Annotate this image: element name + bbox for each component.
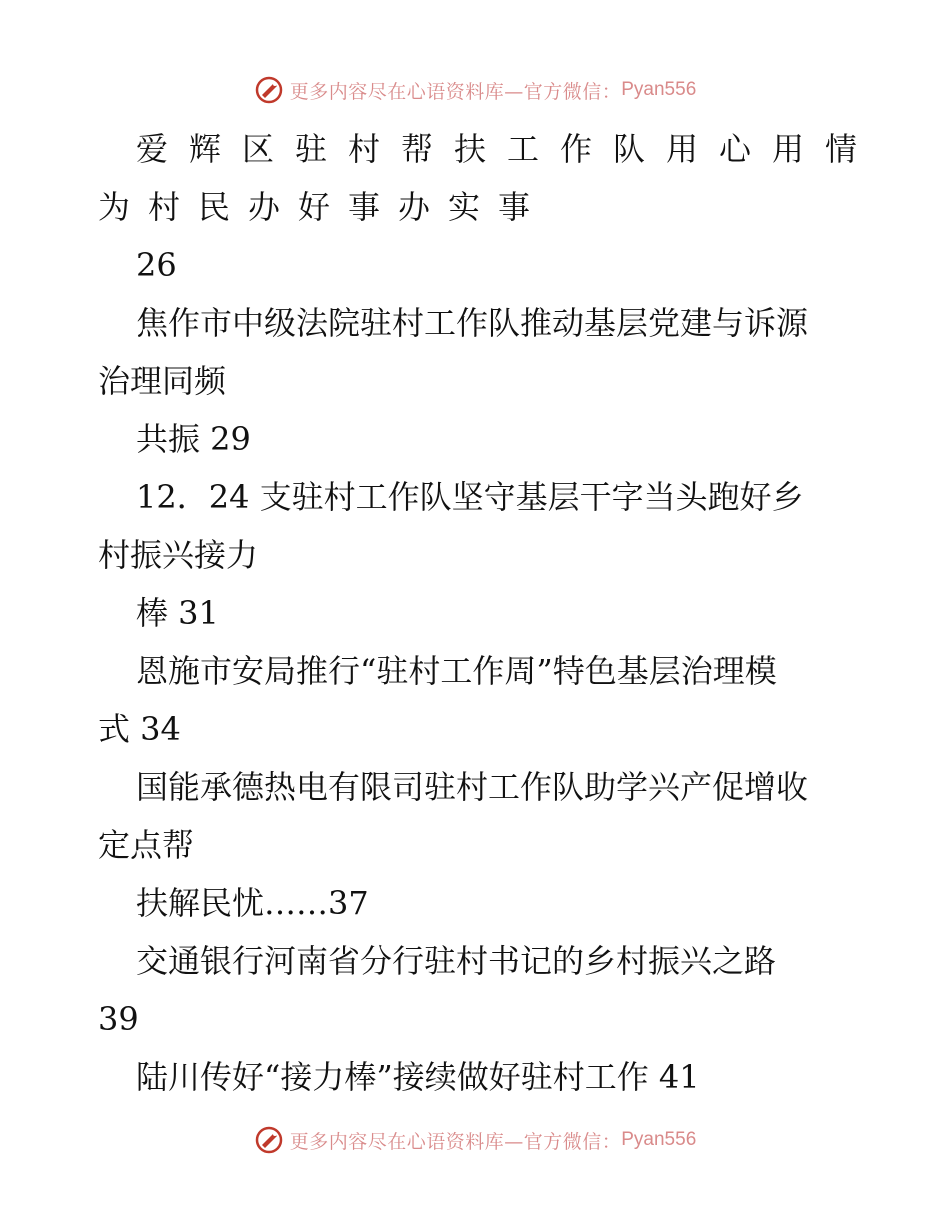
- watermark-text: 更多内容尽在心语资料库—官方微信：: [289, 80, 622, 103]
- toc-content: [98, 120, 879, 1106]
- toc-line: 村振兴接力: [98, 536, 259, 574]
- watermark-handle: Pyan556: [621, 1129, 697, 1150]
- toc-line: 共振 29: [136, 420, 251, 458]
- pen-circle-logo-icon: [254, 1125, 284, 1155]
- toc-line: 定点帮: [98, 826, 195, 864]
- toc-line: 棒 31: [136, 594, 219, 632]
- toc-line: 39: [98, 1000, 139, 1038]
- watermark-text: 更多内容尽在心语资料库—官方微信：: [289, 1130, 622, 1153]
- watermark-footer: [0, 1120, 950, 1160]
- toc-line: 国能承德热电有限司驻村工作队助学兴产促增收: [136, 768, 809, 806]
- watermark-handle: Pyan556: [621, 79, 697, 100]
- toc-line: 治理同频: [98, 362, 227, 400]
- toc-line: 扶解民忧……37: [136, 884, 369, 922]
- toc-line: 式 34: [98, 710, 181, 748]
- pen-circle-logo-icon: [254, 75, 284, 105]
- toc-line: 为村民办好事办实事: [98, 188, 549, 226]
- toc-line: 恩施市安局推行“驻村工作周”特色基层治理模: [136, 652, 777, 690]
- toc-line: 爱辉区驻村帮扶工作队用心用情: [136, 130, 879, 168]
- toc-line: 陆川传好“接力棒”接续做好驻村工作 41: [136, 1058, 700, 1096]
- toc-line: 交通银行河南省分行驻村书记的乡村振兴之路: [136, 942, 777, 980]
- toc-line: 26: [136, 246, 177, 284]
- watermark-header: [0, 70, 950, 110]
- toc-line: 12．24 支驻村工作队坚守基层干字当头跑好乡: [136, 478, 804, 516]
- toc-line: 焦作市中级法院驻村工作队推动基层党建与诉源: [136, 304, 809, 342]
